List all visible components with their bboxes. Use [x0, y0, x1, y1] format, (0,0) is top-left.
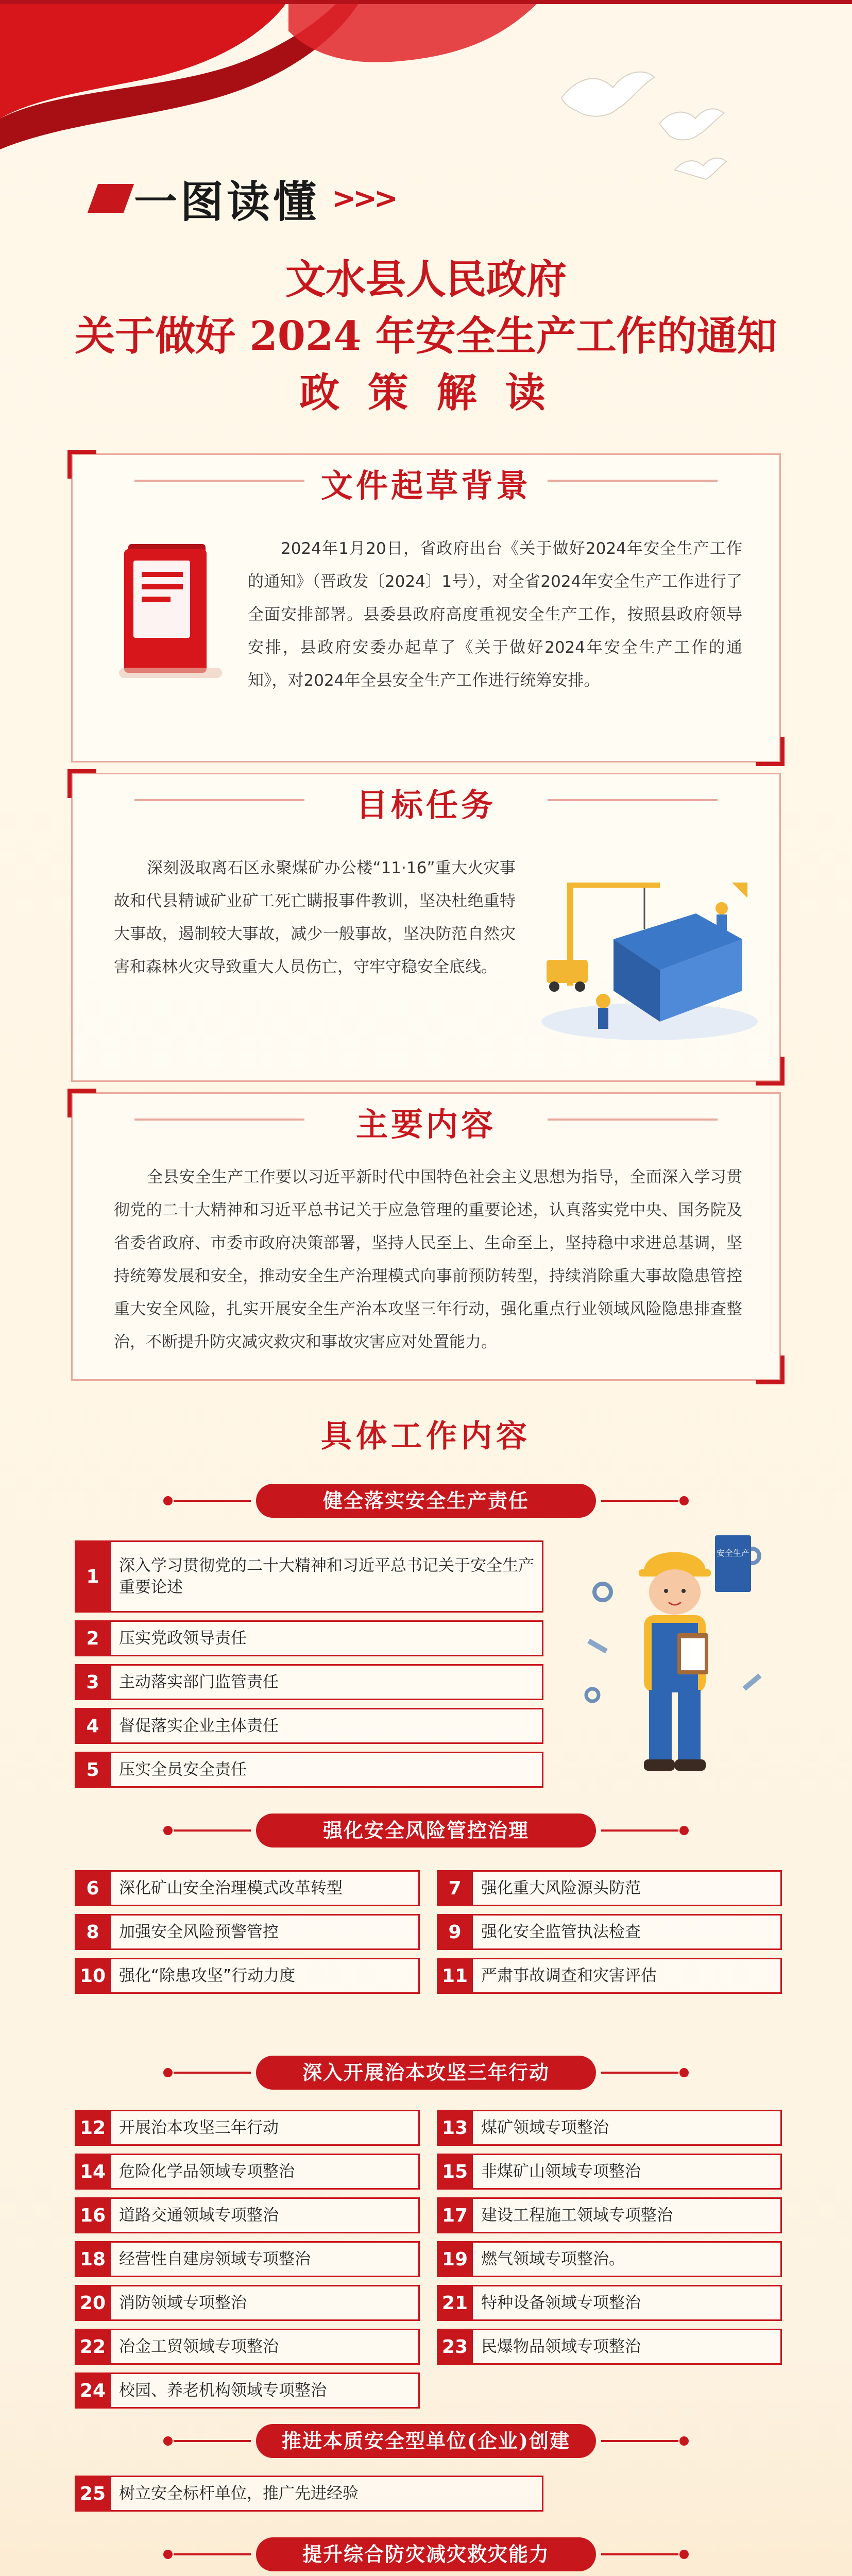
list-item: 16 道路交通领域专项整治	[75, 2197, 420, 2233]
list-item: 25 树立安全标杆单位，推广先进经验	[75, 2476, 543, 2512]
list-item: 19 燃气领域专项整治。	[437, 2241, 782, 2277]
list-item: 3 主动落实部门监管责任	[75, 1664, 543, 1700]
list-item: 15 非煤矿山领域专项整治	[437, 2154, 782, 2190]
list-item: 21 特种设备领域专项整治	[437, 2285, 782, 2321]
list-item: 22 冶金工贸领域专项整治	[75, 2329, 420, 2365]
chevron-arrows-icon: >>>	[332, 181, 395, 215]
list-item: 12 开展治本攻坚三年行动	[75, 2110, 420, 2146]
goal-title: 目标任务	[355, 786, 496, 824]
top-ribbon-decoration	[0, 0, 852, 185]
list-item: 14 危险化学品领域专项整治	[75, 2154, 420, 2190]
list-item: 5 压实全员安全责任	[75, 1752, 543, 1788]
list-item: 4 督促落实企业主体责任	[75, 1708, 543, 1744]
section-pill-disaster-prevention: 提升综合防灾减灾救灾能力	[256, 2537, 596, 2571]
header-tag	[93, 170, 395, 227]
document-book-icon	[119, 540, 222, 684]
list-item: 24 校园、养老机构领域专项整治	[75, 2372, 420, 2409]
background-text: 2024年1月20日，省政府出台《关于做好2024年安全生产工作的通知》（晋政发〔2024〕1号），对全省2024年安全生产工作进行了全面安排部署。县委县政府高度重视安全生产工作，按照县政府领导安排，县政府安委办起草了《关于做好2024年安全生产工作的通知》，对2024年全县安全生产工作进行统筹安排。	[248, 539, 742, 690]
tag-accent-bar	[88, 184, 134, 213]
list-item: 23 民爆物品领域专项整治	[437, 2329, 782, 2365]
work-content-heading: 具体工作内容	[321, 1418, 531, 1454]
main-content-text: 全县安全生产工作要以习近平新时代中国特色社会主义思想为指导，全面深入学习贯彻党的二十大精神和习近平总书记关于应急管理的重要论述，认真落实党中央、国务院及省委省政府、市委市政府决策部署，坚持人民至上、生命至上，坚持稳中求进总基调，坚持统筹发展和安全，推动安全生产治理模式向事前预防转型，持续消除重大事故隐患管控重大安全风险，扎实开展安全生产治本攻坚三年行动，强化重点行业领域风险隐患排查整治，不断提升防灾减灾救灾和事故灾害应对处置能力。	[114, 1168, 742, 1351]
section-pill-responsibility: 健全落实安全生产责任	[256, 1484, 596, 1518]
main-content-card	[71, 1092, 781, 1381]
header-tag-text: 一图读懂	[134, 176, 320, 227]
list-item: 11 严肃事故调查和灾害评估	[437, 1958, 782, 1994]
worker-sign-text: 安全生产	[716, 1548, 750, 1558]
background-card	[71, 453, 781, 762]
list-item: 20 消防领域专项整治	[75, 2285, 420, 2321]
list-item: 13 煤矿领域专项整治	[437, 2110, 782, 2146]
construction-safety-illustration	[526, 852, 763, 1047]
list-item: 1 深入学习贯彻党的二十大精神和习近平总书记关于安全生产重要论述	[75, 1540, 543, 1613]
list-item: 2 压实党政领导责任	[75, 1620, 543, 1656]
list-item: 9 强化安全监管执法检查	[437, 1914, 782, 1950]
list-item: 8 加强安全风险预警管控	[75, 1914, 420, 1950]
list-item: 17 建设工程施工领域专项整治	[437, 2197, 782, 2233]
goal-text: 深刻汲取离石区永聚煤矿办公楼“11·16”重大火灾事故和代县精诚矿业矿工死亡瞒报事件教训，坚决杜绝重特大事故，遏制较大事故，减少一般事故，坚决防范自然灾害和森林火灾导致重大人员伤亡，守牢守稳安全底线。	[114, 859, 516, 976]
main-content-title: 主要内容	[355, 1106, 496, 1143]
safety-worker-illustration	[572, 1525, 788, 1793]
list-item: 7 强化重大风险源头防范	[437, 1870, 782, 1906]
page-title-line2: 关于做好 2024 年安全生产工作的通知	[75, 313, 777, 360]
page-title-line3: 政 策 解 读	[299, 369, 553, 416]
goal-card	[71, 773, 781, 1082]
page-title-line1: 文水县人民政府	[285, 256, 567, 303]
section-pill-risk-control: 强化安全风险管控治理	[256, 1814, 596, 1848]
list-item: 18 经营性自建房领域专项整治	[75, 2241, 420, 2277]
section-pill-three-year-action: 深入开展治本攻坚三年行动	[256, 2056, 596, 2090]
list-item: 6 深化矿山安全治理模式改革转型	[75, 1870, 420, 1906]
background-title: 文件起草背景	[320, 467, 531, 504]
list-item: 10 强化“除患攻坚”行动力度	[75, 1958, 420, 1994]
section-pill-intrinsic-safety: 推进本质安全型单位(企业)创建	[256, 2424, 596, 2458]
